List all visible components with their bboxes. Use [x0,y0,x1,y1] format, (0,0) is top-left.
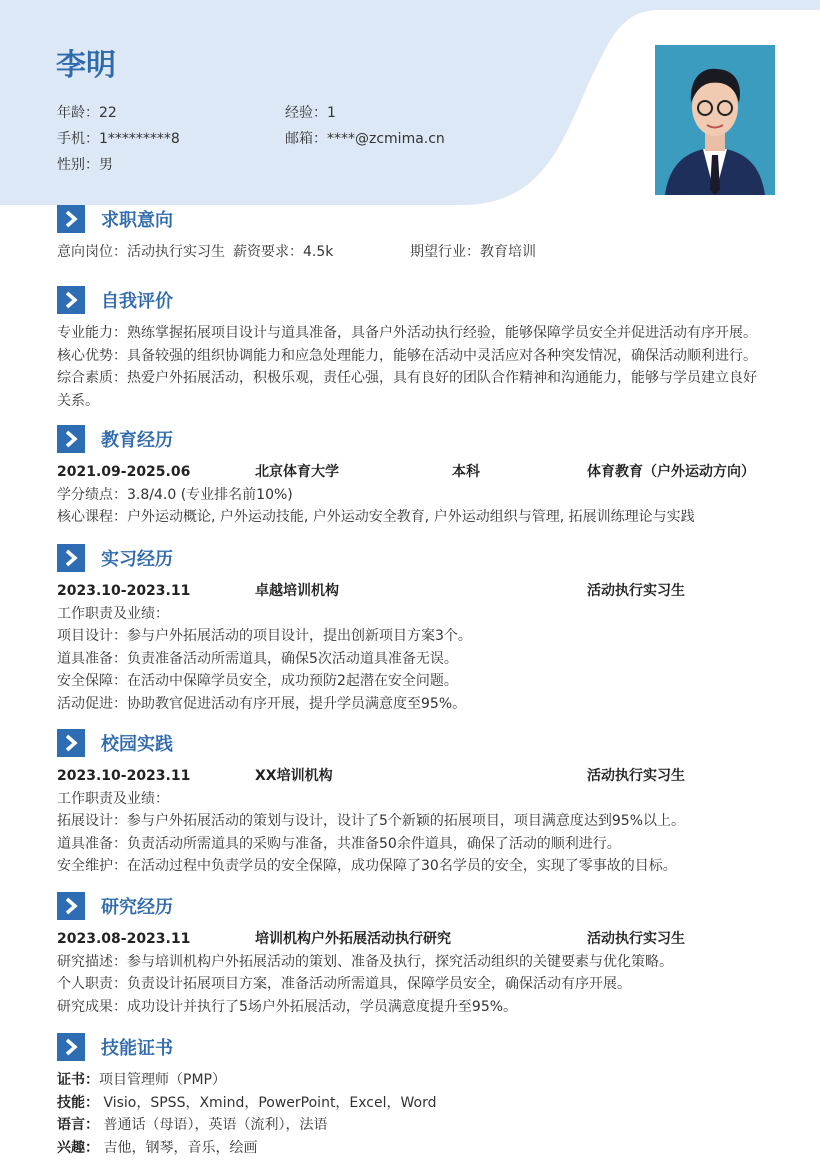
skill-label: 语言： [57,1117,99,1133]
campus-date: 2023.10-2023.11 [57,768,191,784]
text-line: 综合素质：热爱户外拓展活动，积极乐观，责任心强，具有良好的团队合作精神和沟通能力，能够与学员建立良好 [57,370,757,386]
skill-row [57,1069,777,1092]
text-line: 核心优势：具备较强的组织协调能力和应急处理能力，能够在活动中灵活应对各种突发情况，确保活动顺利进行。 [57,347,757,364]
profile-photo [655,45,775,195]
text-line: 个人职责：负责设计拓展项目方案，准备活动所需道具，保障学员安全，确保活动有序开展。 [57,976,631,992]
skill-row [57,1092,777,1115]
research-date: 2023.08-2023.11 [57,931,191,947]
intern-role: 活动执行实习生 [587,583,685,599]
text-line: 活动促进：协助教官促进活动有序开展，提升学员满意度至95%。 [57,695,467,712]
text-line: 工作职责及业绩： [57,790,169,807]
chevron-right-icon [57,425,85,453]
edu-date: 2021.09-2025.06 [57,464,191,480]
chevron-right-icon [57,892,85,920]
section-internship [57,544,777,715]
section-title: 求职意向 [101,210,173,231]
section-self-evaluation [57,286,777,412]
section-research [57,892,777,1018]
chevron-right-icon [57,1033,85,1061]
section-title: 校园实践 [101,734,173,755]
chevron-right-icon [57,544,85,572]
email: 邮箱：****@zcmima.cn [285,131,445,147]
salary: 薪资要求：4.5k [233,244,334,260]
skill-label: 证书： [57,1072,99,1088]
section-title: 技能证书 [101,1038,173,1059]
skill-value: 项目管理师（PMP） [99,1072,226,1088]
section-title: 教育经历 [101,430,173,451]
campus-role: 活动执行实习生 [587,768,685,784]
text-line: 工作职责及业绩： [57,605,169,622]
text-line: 关系。 [57,392,99,409]
research-role: 活动执行实习生 [587,931,685,947]
text-line: 研究描述：参与培训机构户外拓展活动的策划、准备及执行，探究活动组织的关键要素与优化策略。 [57,953,673,970]
intern-org: 卓越培训机构 [255,583,339,599]
text-line: 拓展设计：参与户外拓展活动的策划与设计，设计了5个新颖的拓展项目，项目满意度达到95%以上。 [57,813,686,829]
edu-major: 体育教育（户外运动方向） [587,464,755,480]
section-campus [57,729,777,878]
chevron-right-icon [57,286,85,314]
skill-value: Visio，SPSS，Xmind，PowerPoint，Excel，Word [99,1094,437,1111]
gender: 性别：男 [57,157,113,173]
skill-value: 吉他，钢琴，音乐，绘画 [99,1139,258,1156]
skill-label: 技能： [57,1094,99,1111]
skill-value: 普通话（母语），英语（流利），法语 [99,1117,328,1133]
section-intent [57,205,777,264]
industry: 期望行业：教育培训 [410,244,536,260]
experience: 经验：1 [285,105,336,121]
desired-position: 意向岗位：活动执行实习生 [57,244,225,260]
section-education [57,425,777,529]
section-skills [57,1033,777,1159]
text-line: 项目设计：参与户外拓展活动的项目设计，提出创新项目方案3个。 [57,628,472,644]
skill-label: 兴趣： [57,1139,99,1156]
skill-row [57,1137,777,1160]
text-line: 安全保障：在活动中保障学员安全，成功预防2起潜在安全问题。 [57,673,458,689]
text-line: 核心课程：户外运动概论, 户外运动技能, 户外运动安全教育, 户外运动组织与管理, 拓展训练理论与实践 [57,509,695,525]
research-org: 培训机构户外拓展活动执行研究 [255,931,451,947]
skill-row [57,1114,777,1137]
edu-degree: 本科 [452,464,480,480]
text-line: 道具准备：负责准备活动所需道具，确保5次活动道具准备无误。 [57,650,458,667]
intern-date: 2023.10-2023.11 [57,583,191,599]
text-line: 专业能力：熟练掌握拓展项目设计与道具准备，具备户外活动执行经验，能够保障学员安全并促进活动有序开展。 [57,325,757,341]
section-title: 实习经历 [101,549,173,570]
chevron-right-icon [57,729,85,757]
text-line: 研究成果：成功设计并执行了5场户外拓展活动，学员满意度提升至95%。 [57,998,518,1015]
text-line: 道具准备：负责活动所需道具的采购与准备，共准备50余件道具，确保了活动的顺利进行。 [57,835,621,852]
age: 年龄：22 [57,105,117,121]
phone: 手机：1*********8 [57,131,180,147]
section-title: 自我评价 [101,291,173,312]
text-line: 学分绩点：3.8/4.0 (专业排名前10%) [57,486,293,503]
candidate-name: 李明 [56,48,116,83]
section-title: 研究经历 [101,897,173,918]
chevron-right-icon [57,205,85,233]
text-line: 安全维护：在活动过程中负责学员的安全保障，成功保障了30名学员的安全，实现了零事故的目标。 [57,858,677,874]
campus-org: XX培训机构 [255,768,333,784]
edu-school: 北京体育大学 [255,464,339,480]
